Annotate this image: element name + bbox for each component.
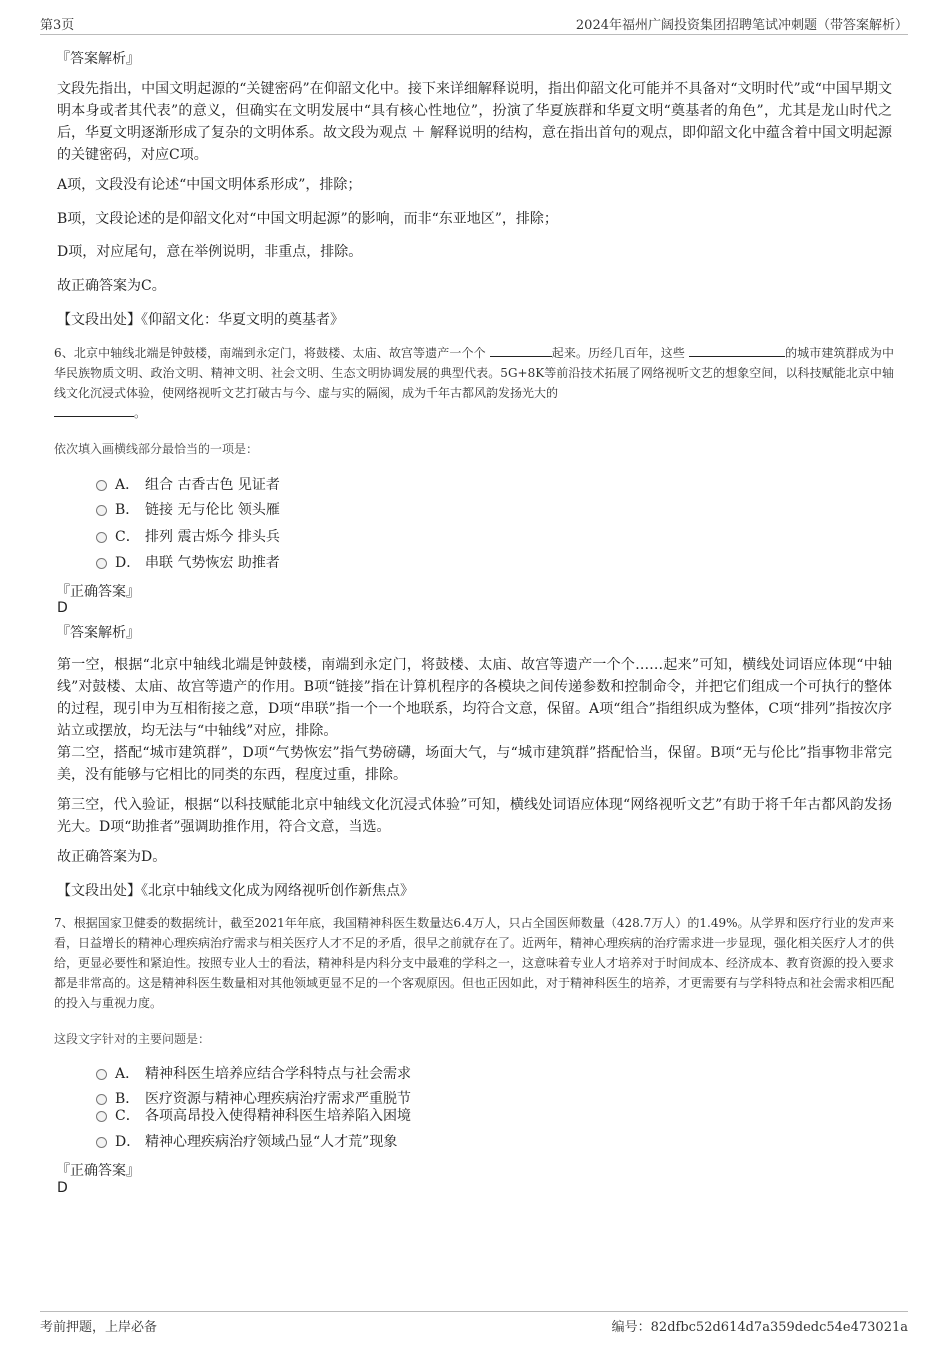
q6-question-part2: 起来。历经几百年，这些 <box>551 346 689 360</box>
q5-source: 【文段出处】《仰韶文化：华夏文明的奠基者》 <box>57 312 344 328</box>
radio-icon[interactable] <box>96 1111 107 1122</box>
option-letter: B． <box>115 1091 140 1107</box>
q6-option-c[interactable] <box>96 527 280 547</box>
q5-option-a-analysis: A项，文段没有论述“中国文明体系形成”，排除； <box>57 177 362 193</box>
q7-option-a[interactable] <box>96 1064 411 1084</box>
q5-option-b-analysis: B项，文段论述的是仰韶文化对“中国文明起源”的影响，而非“东亚地区”，排除； <box>57 211 558 227</box>
option-letter: C． <box>115 529 140 545</box>
q6-prompt: 依次填入画横线部分最恰当的一项是： <box>54 442 259 456</box>
q6-analysis-paragraph-3: 第三空，代入验证，根据“以科技赋能北京中轴线文化沉浸式体验”可知，横线处词语应体现“网络视听文艺”有助于将千年古都风韵发扬光大。D项“助推者”强调助推作用，符合文意，当选。 <box>57 797 892 835</box>
option-text: 各项高昂投入使得精神科医生培养陷入困境 <box>145 1108 411 1124</box>
q6-question-part1: 6、北京中轴线北端是钟鼓楼，南端到永定门，将鼓楼、太庙、故宫等遗产一个个 <box>54 346 490 360</box>
q5-analysis-tag: 『答案解析』 <box>56 51 140 67</box>
q7-option-c[interactable] <box>96 1106 411 1126</box>
document-title: 2024年福州广阔投资集团招聘笔试冲刺题（带答案解析） <box>575 18 908 33</box>
q6-analysis-paragraph-2: 第二空，搭配“城市建筑群”，D项“气势恢宏”指气势磅礴，场面大气，与“城市建筑群”搭配恰当，保留。B项“无与伦比”指事物非常完美，没有能够与它相比的同类的东西，程度过重，排除。 <box>57 745 892 783</box>
q6-source: 【文段出处】《北京中轴线文化成为网络视听创作新焦点》 <box>57 883 414 899</box>
option-text: 精神心理疾病治疗领域凸显“人才荒”现象 <box>145 1134 398 1150</box>
q6-question <box>54 343 894 423</box>
q7-prompt: 这段文字针对的主要问题是： <box>54 1032 211 1046</box>
option-text: 排列 震古烁今 排头兵 <box>145 529 280 545</box>
document-id: 编号：82dfbc52d614d7a359dedc54e473021a <box>611 1320 908 1335</box>
q6-answer-tag: 『正确答案』 <box>56 584 140 600</box>
q5-conclusion: 故正确答案为C。 <box>57 278 166 294</box>
radio-icon[interactable] <box>96 558 107 569</box>
q5-option-d-analysis: D项，对应尾句，意在举例说明，非重点，排除。 <box>57 244 363 260</box>
q6-option-a[interactable] <box>96 475 280 495</box>
q6-answer: D <box>57 600 68 616</box>
radio-icon[interactable] <box>96 480 107 491</box>
option-text: 医疗资源与精神心理疾病治疗需求严重脱节 <box>145 1091 411 1107</box>
q5-analysis-paragraph: 文段先指出，中国文明起源的“关键密码”在仰韶文化中。接下来详细解释说明，指出仰韶文化可能并不具备对“文明时代”或“中国早期文明本身或者其代表”的意义，但确实在文明发展中“具有核心性地位”，扮演了华夏族群和华夏文明“奠基者的角色”，尤其是龙山时代之后，华夏文明逐渐形成了复杂的文明体系。故文段为观点 ＋ 解释说明的结构，意在指出首句的观点，即仰韶文化中蕴含着中国文明起源的关键密码，对应C项。 <box>57 81 892 163</box>
radio-icon[interactable] <box>96 505 107 516</box>
option-text: 串联 气势恢宏 助推者 <box>145 555 280 571</box>
q6-blank-1 <box>490 344 552 357</box>
q6-option-b[interactable] <box>96 500 280 520</box>
q6-blank-3 <box>54 404 134 417</box>
q7-option-d[interactable] <box>96 1132 397 1152</box>
q6-question-part3: 的城市建筑群成为中华民族物质文明、政治文明、精神文明、社会文明、生态文明协调发展的典型代表。5G+8K等前沿技术拓展了网络视听文艺的想象空间，以科技赋能北京中轴线文化沉浸式体验，使网络视听文艺打破古与今、虚与实的隔阂，成为千年古都风韵发扬光大的 <box>54 346 894 400</box>
q6-blank-2 <box>689 344 785 357</box>
q6-analysis-paragraph-1: 第一空，根据“北京中轴线北端是钟鼓楼，南端到永定门，将鼓楼、太庙、故宫等遗产一个个……起来”可知，横线处词语应体现“中轴线”对鼓楼、太庙、故宫等遗产的作用。B项“链接”指在计算机程序的各模块之间传递参数和控制命令，并把它们组成一个可执行的整体的过程，现引申为互相衔接之意，D项“串联”指一个一个地联系，均符合文意，保留。A项“组合”指组织成为整体，C项“排列”指按次序站立或摆放，均无法与“中轴线”对应，排除。 <box>57 657 892 739</box>
q6-question-part4: 。 <box>134 406 147 420</box>
q7-answer-tag: 『正确答案』 <box>56 1163 140 1179</box>
option-letter: D． <box>115 1134 141 1150</box>
q6-conclusion: 故正确答案为D。 <box>57 849 167 865</box>
q7-answer: D <box>57 1180 68 1196</box>
q6-option-d[interactable] <box>96 553 280 573</box>
radio-icon[interactable] <box>96 1137 107 1148</box>
radio-icon[interactable] <box>96 1094 107 1105</box>
page-number: 第3页 <box>40 18 75 33</box>
radio-icon[interactable] <box>96 1069 107 1080</box>
option-text: 精神科医生培养应结合学科特点与社会需求 <box>145 1066 411 1082</box>
option-letter: A． <box>115 477 140 493</box>
option-letter: D． <box>115 555 141 571</box>
option-text: 组合 古香古色 见证者 <box>145 477 280 493</box>
q6-analysis-tag: 『答案解析』 <box>56 625 140 641</box>
option-text: 链接 无与伦比 领头雁 <box>145 502 280 518</box>
page-footer <box>40 1311 908 1336</box>
option-letter: A． <box>115 1066 140 1082</box>
option-letter: B． <box>115 502 140 518</box>
footer-slogan: 考前押题，上岸必备 <box>40 1320 158 1335</box>
q7-question: 7、根据国家卫健委的数据统计，截至2021年年底，我国精神科医生数量达6.4万人，只占全国医师数量（428.7万人）的1.49%。从学界和医疗行业的发声来看，日益增长的精神心理疾病治疗需求与相关医疗人才不足的矛盾，很早之前就存在了。近两年，精神心理疾病的治疗需求进一步显现，强化相关医疗人才的供给，更显必要性和紧迫性。按照专业人士的看法，精神科是内科分支中最难的学科之一，这意味着专业人才培养对于时间成本、经济成本、教育资源的投入要求都是非常高的。这是精神科医生数量相对其他领域更显不足的一个客观原因。但也正因如此，对于精神科医生的培养，才更需要有与学科特点和社会需求相匹配的投入与重视力度。 <box>54 916 895 1010</box>
option-letter: C． <box>115 1108 140 1124</box>
page-header <box>40 12 908 35</box>
radio-icon[interactable] <box>96 532 107 543</box>
